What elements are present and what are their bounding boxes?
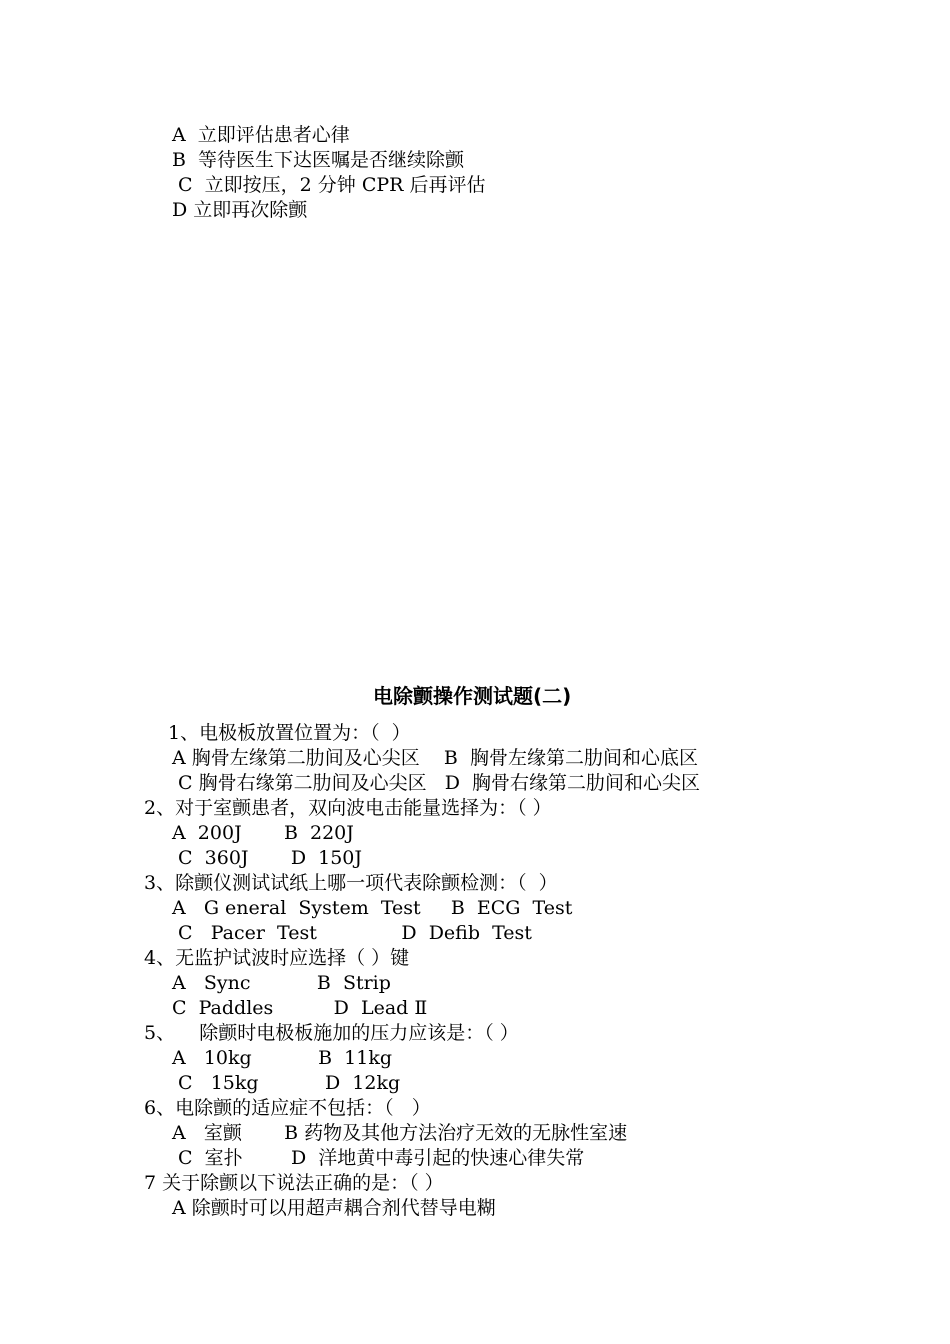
question-3-options-cd: C Pacer Test D Defib Test <box>172 922 532 944</box>
question-4: 4、无监护试波时应选择（ ）键 <box>144 947 410 969</box>
question-2: 2、对于室颤患者，双向波电击能量选择为：（ ） <box>144 797 552 819</box>
question-6: 6、电除颤的适应症不包括：（ ） <box>144 1097 431 1119</box>
question-3-options-ab: A G eneral System Test B ECG Test <box>172 897 573 919</box>
question-1-options-ab: A 胸骨左缘第二肋间及心尖区 B 胸骨左缘第二肋间和心底区 <box>172 747 698 769</box>
question-1: 1、电极板放置位置为：（ ） <box>168 722 411 744</box>
page-title: 电除颤操作测试题(二) <box>373 684 572 708</box>
question-5-options-ab: A 10kg B 11kg <box>172 1047 393 1069</box>
question-7: 7 关于除颤以下说法正确的是：（ ） <box>144 1172 444 1194</box>
top-option-b: B 等待医生下达医嘱是否继续除颤 <box>172 149 465 171</box>
question-3: 3、除颤仪测试试纸上哪一项代表除颤检测：（ ） <box>144 872 558 894</box>
top-option-a: A 立即评估患者心律 <box>172 124 350 146</box>
question-4-options-cd: C Paddles D Lead Ⅱ <box>172 997 428 1019</box>
question-5-options-cd: C 15kg D 12kg <box>172 1072 401 1094</box>
question-2-options-ab: A 200J B 220J <box>172 822 354 844</box>
question-4-options-ab: A Sync B Strip <box>172 972 391 994</box>
top-option-c: C 立即按压，2 分钟 CPR 后再评估 <box>172 174 486 196</box>
question-6-options-ab: A 室颤 B 药物及其他方法治疗无效的无脉性室速 <box>172 1122 628 1144</box>
question-5: 5、 除颤时电极板施加的压力应该是：（ ） <box>144 1022 519 1044</box>
question-1-options-cd: C 胸骨右缘第二肋间及心尖区 D 胸骨右缘第二肋间和心尖区 <box>172 772 701 794</box>
question-6-options-cd: C 室扑 D 洋地黄中毒引起的快速心律失常 <box>172 1147 585 1169</box>
question-7-option-a: A 除颤时可以用超声耦合剂代替导电糊 <box>172 1197 496 1219</box>
question-2-options-cd: C 360J D 150J <box>172 847 363 869</box>
top-option-d: D 立即再次除颤 <box>172 199 308 221</box>
